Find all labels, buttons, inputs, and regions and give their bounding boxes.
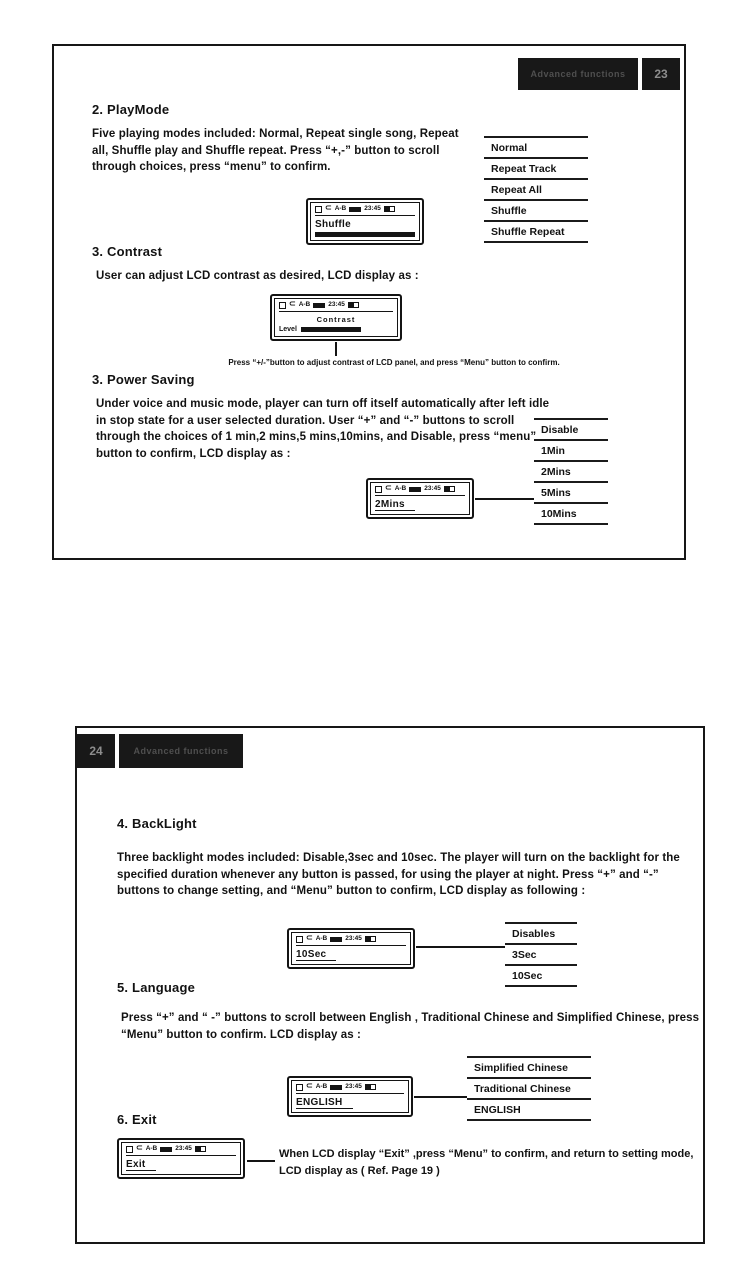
play-mode-icon — [315, 206, 322, 213]
ab-repeat-icon: A-B — [315, 1082, 328, 1090]
time-label: 23:45 — [345, 934, 362, 942]
playmode-body: Five playing modes included: Normal, Repeat single song, Repeat all, Shuffle play and Shuffle repeat. Press “+,-” button to scroll through choices, press “menu” to confirm. — [92, 128, 459, 174]
play-mode-icon — [375, 486, 382, 493]
lcd-exit — [117, 1138, 245, 1179]
battery-icon — [365, 1084, 376, 1090]
language-body: Press “+” and “ -” buttons to scroll between English , Traditional Chinese and Simplified Chinese, press “Menu” button to confirm. LCD display as : — [121, 1012, 700, 1041]
ab-repeat-icon: A-B — [334, 204, 347, 212]
option-item: Shuffle Repeat — [484, 220, 588, 241]
page-number-box — [77, 734, 115, 768]
option-item: Simplified Chinese — [467, 1056, 591, 1077]
option-item: Traditional Chinese — [467, 1077, 591, 1098]
exit-note: When LCD display “Exit” ,press “Menu” to confirm, and return to setting mode, LCD display as ( Ref. Page 19 ) — [279, 1148, 694, 1177]
lcd-screen — [274, 298, 398, 337]
section-title-backlight: 4. BackLight — [117, 816, 197, 831]
time-label: 23:45 — [424, 484, 441, 492]
battery-icon — [195, 1146, 206, 1152]
page-number-box — [642, 58, 680, 90]
lcd-contrast-title: Contrast — [316, 315, 356, 324]
option-item: 10Sec — [505, 964, 577, 985]
play-mode-icon — [126, 1146, 133, 1153]
manual-page-23 — [52, 44, 686, 560]
lcd-level-label: Level — [279, 326, 297, 333]
ab-repeat-icon: A-B — [315, 934, 328, 942]
chapter-tab — [518, 58, 638, 90]
speaker-icon: ⊂ — [385, 483, 392, 492]
lcd-text: 2Mins — [375, 499, 415, 511]
lcd-status-bar — [279, 301, 393, 312]
manual-page-24 — [75, 726, 705, 1244]
power-saving-options-list — [534, 418, 608, 525]
battery-icon — [444, 486, 455, 492]
time-label: 23:45 — [345, 1082, 362, 1090]
lcd-screen — [291, 1080, 409, 1113]
chapter-tab — [119, 734, 243, 768]
speaker-icon: ⊂ — [325, 203, 332, 212]
option-item: 1Min — [534, 439, 608, 460]
ab-repeat-icon: A-B — [145, 1144, 158, 1152]
battery-icon — [348, 302, 359, 308]
contrast-body: User can adjust LCD contrast as desired, LCD display as : — [96, 270, 419, 282]
lcd-text: Exit — [126, 1159, 156, 1171]
backlight-options-list — [505, 922, 577, 987]
section-title-playmode: 2. PlayMode — [92, 102, 170, 117]
contrast-caption: Press “+/-”button to adjust contrast of LCD panel, and press “Menu” button to confirm. — [228, 358, 560, 367]
lcd-status-bar — [315, 205, 415, 216]
lcd-status-bar — [296, 935, 406, 946]
section-title-power-saving: 3. Power Saving — [92, 372, 195, 387]
speaker-icon: ⊂ — [306, 933, 313, 942]
option-item: Shuffle — [484, 199, 588, 220]
section-title-language: 5. Language — [117, 980, 196, 995]
lcd-screen — [370, 482, 470, 515]
leader-line — [247, 1160, 275, 1162]
leader-line — [475, 498, 534, 500]
volume-bar-icon — [409, 487, 421, 492]
lcd-text: 10Sec — [296, 949, 336, 961]
lcd-screen — [121, 1142, 241, 1175]
lcd-language — [287, 1076, 413, 1117]
language-options-list — [467, 1056, 591, 1121]
leader-line — [335, 342, 337, 356]
option-item: 10Mins — [534, 502, 608, 523]
leader-line — [414, 1096, 467, 1098]
lcd-screen — [310, 202, 420, 241]
backlight-body: Three backlight modes included: Disable,3sec and 10sec. The player will turn on the backlight for the specified duration whenever any button is passed, for using the player at night. Press “+” and “-” buttons to change setting, and “Menu” button to confirm, LCD display as following : — [117, 852, 680, 898]
option-item: 5Mins — [534, 481, 608, 502]
volume-bar-icon — [330, 1085, 342, 1090]
play-mode-icon — [296, 1084, 303, 1091]
lcd-screen — [291, 932, 411, 965]
play-mode-icon — [296, 936, 303, 943]
option-item: Disable — [534, 418, 608, 439]
option-item: 2Mins — [534, 460, 608, 481]
page-number: 23 — [654, 67, 668, 81]
section-title-contrast: 3. Contrast — [92, 244, 163, 259]
option-item: Disables — [505, 922, 577, 943]
battery-icon — [384, 206, 395, 212]
option-item: Repeat Track — [484, 157, 588, 178]
lcd-status-bar — [296, 1083, 404, 1094]
option-item: Repeat All — [484, 178, 588, 199]
volume-bar-icon — [160, 1147, 172, 1152]
play-mode-icon — [279, 302, 286, 309]
playmode-options-list — [484, 136, 588, 243]
time-label: 23:45 — [364, 204, 381, 212]
lcd-backlight — [287, 928, 415, 969]
lcd-contrast — [270, 294, 402, 341]
lcd-status-bar — [375, 485, 465, 496]
volume-bar-icon — [313, 303, 325, 308]
option-item: 3Sec — [505, 943, 577, 964]
volume-bar-icon — [330, 937, 342, 942]
ab-repeat-icon: A-B — [298, 300, 311, 308]
power-saving-body: Under voice and music mode, player can turn off itself automatically after left idle in stop state for a user selected duration. User “+” and “-” buttons to scroll through the choices of 1 min,2 mins,5 mins,10mins, and Disable, press “menu” button to confirm, LCD display as : — [96, 398, 550, 461]
lcd-text: Shuffle — [315, 219, 351, 230]
contrast-level-bar — [301, 327, 361, 332]
option-item: Normal — [484, 136, 588, 157]
volume-bar-icon — [349, 207, 361, 212]
option-item: ENGLISH — [467, 1098, 591, 1119]
page-number: 24 — [89, 744, 103, 758]
lcd-power-saving — [366, 478, 474, 519]
ab-repeat-icon: A-B — [394, 484, 407, 492]
time-label: 23:45 — [328, 300, 345, 308]
lcd-status-bar — [126, 1145, 236, 1156]
selection-bar — [315, 232, 415, 237]
lcd-playmode — [306, 198, 424, 245]
time-label: 23:45 — [175, 1144, 192, 1152]
leader-line — [416, 946, 505, 948]
speaker-icon: ⊂ — [136, 1143, 143, 1152]
speaker-icon: ⊂ — [289, 299, 296, 308]
speaker-icon: ⊂ — [306, 1081, 313, 1090]
chapter-tab-label: Advanced functions — [530, 69, 626, 79]
section-title-exit: 6. Exit — [117, 1112, 157, 1127]
chapter-tab-label: Advanced functions — [133, 746, 229, 756]
lcd-text: ENGLISH — [296, 1097, 353, 1109]
battery-icon — [365, 936, 376, 942]
